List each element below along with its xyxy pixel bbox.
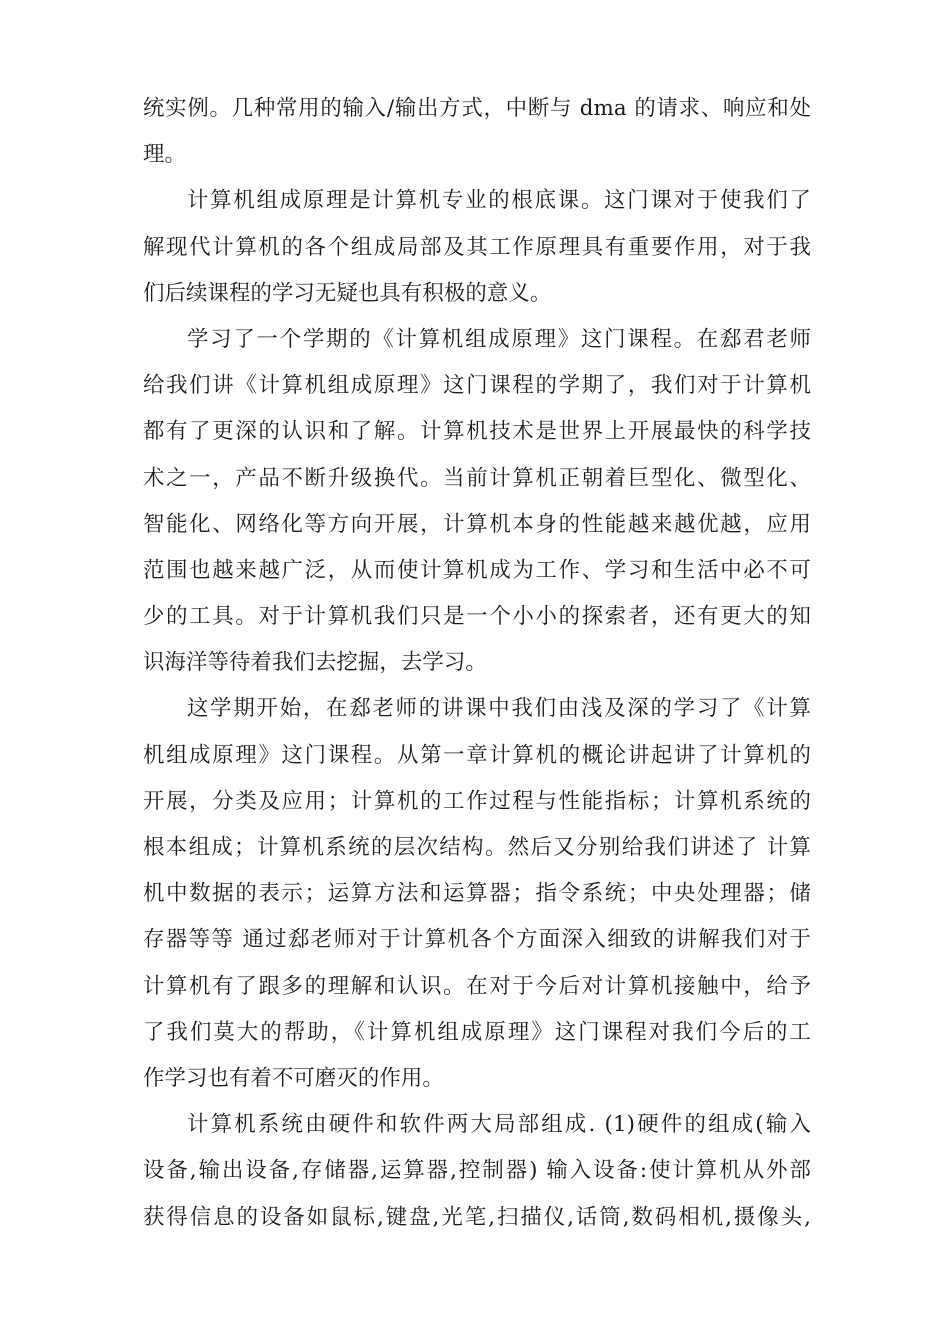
paragraph xyxy=(143,1102,811,1241)
text-line: 少的工具。对于计算机我们只是一个小小的探索者，还有更大的知 xyxy=(143,604,811,630)
text-line: 存器等等 通过郄老师对于计算机各个方面深入细致的讲解我们对于 xyxy=(143,927,811,953)
text-line: 解现代计算机的各个组成局部及其工作原理具有重要作用，对于我 xyxy=(143,234,811,260)
paragraph xyxy=(143,178,811,317)
paragraph xyxy=(143,317,811,687)
text-line: 们后续课程的学习无疑也具有积极的意义。 xyxy=(143,280,552,306)
text-line: 设备,输出设备,存储器,运算器,控制器) 输入设备:使计算机从外部 xyxy=(143,1158,811,1184)
text-line: 智能化、网络化等方向开展，计算机本身的性能越来越优越，应用 xyxy=(143,511,811,537)
paragraph xyxy=(143,686,811,1102)
text-line: 机中数据的表示；运算方法和运算器；指令系统；中央处理器；储 xyxy=(143,881,811,907)
text-line: 了我们莫大的帮助，《计算机组成原理》这门课程对我们今后的工 xyxy=(143,1019,811,1045)
text-line: 都有了更深的认识和了解。计算机技术是世界上开展最快的科学技 xyxy=(143,419,811,445)
text-line: 理。 xyxy=(143,142,186,168)
text-line: 获得信息的设备如鼠标,键盘,光笔,扫描仪,话筒,数码相机,摄像头, xyxy=(143,1204,811,1230)
text-line: 术之一，产品不断升级换代。当前计算机正朝着巨型化、微型化、 xyxy=(143,465,811,491)
text-line: 计算机有了跟多的理解和认识。在对于今后对计算机接触中，给予 xyxy=(143,973,811,999)
text-line: 识海洋等待着我们去挖掘，去学习。 xyxy=(143,650,487,676)
text-line: 范围也越来越广泛，从而使计算机成为工作、学习和生活中必不可 xyxy=(143,557,811,583)
text-line: 给我们讲《计算机组成原理》这门课程的学期了，我们对于计算机 xyxy=(143,373,811,399)
paragraph xyxy=(143,86,811,178)
text-line: 计算机组成原理是计算机专业的根底课。这门课对于使我们了 xyxy=(187,188,811,214)
text-line: 开展，分类及应用；计算机的工作过程与性能指标；计算机系统的 xyxy=(143,788,811,814)
document-page xyxy=(143,86,811,1241)
text-line: 根本组成；计算机系统的层次结构。然后又分别给我们讲述了 计算 xyxy=(143,835,811,860)
text-line: 作学习也有着不可磨灭的作用。 xyxy=(143,1065,444,1091)
text-line: 计算机系统由硬件和软件两大局部组成. (1)硬件的组成(输入 xyxy=(187,1112,811,1138)
text-line: 学习了一个学期的《计算机组成原理》这门课程。在郄君老师 xyxy=(187,326,811,352)
text-line: 统实例。几种常用的输入/输出方式，中断与 dma 的请求、响应和处 xyxy=(143,96,811,121)
text-line: 这学期开始，在郄老师的讲课中我们由浅及深的学习了《计算 xyxy=(187,696,811,722)
text-line: 机组成原理》这门课程。从第一章计算机的概论讲起讲了计算机的 xyxy=(143,742,811,768)
